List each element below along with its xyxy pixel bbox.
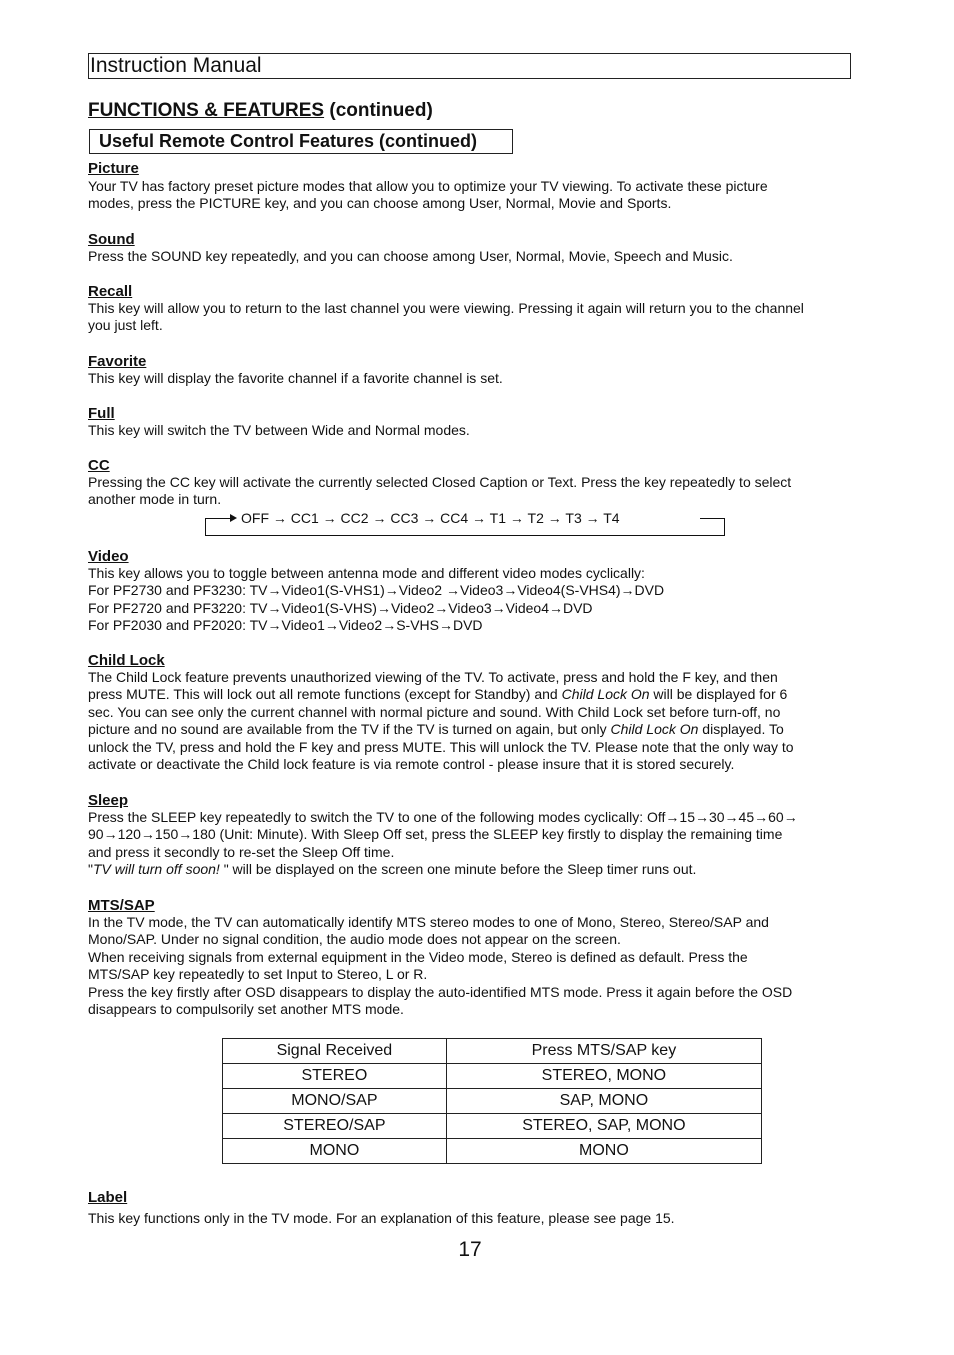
table-row xyxy=(223,1114,762,1139)
subsection-title: Useful Remote Control Features (continued) xyxy=(99,131,478,151)
text-line: Your TV has factory preset picture modes that allow you to optimize your TV viewing. To activate these picture xyxy=(88,178,768,194)
table-cell: STEREO, SAP, MONO xyxy=(446,1114,761,1139)
table-header-cell: Press MTS/SAP key xyxy=(446,1039,761,1064)
subsection-box xyxy=(89,129,513,154)
paragraph-child-lock xyxy=(88,669,853,773)
paragraph-picture xyxy=(88,178,853,213)
table-cell: MONO/SAP xyxy=(223,1089,447,1114)
text-line: This key will allow you to return to the last channel you were viewing. Pressing it again will return you to the channel xyxy=(88,300,804,316)
text-line: This key will switch the TV between Wide and Normal modes. xyxy=(88,422,470,438)
heading-label: Label xyxy=(88,1189,128,1206)
section-title-main: FUNCTIONS & FEATURES xyxy=(88,100,325,121)
text-line: In the TV mode, the TV can automatically identify MTS stereo modes to one of Mono, Stereo, Stereo/SAP and xyxy=(88,914,769,930)
heading-recall: Recall xyxy=(88,283,133,300)
heading-sound: Sound xyxy=(88,231,135,248)
italic-text: Child Lock On xyxy=(561,686,650,703)
text-line: sec. You can see only the current channel with normal picture and sound. With Child Lock set before turn-off, no xyxy=(88,703,781,720)
header-box xyxy=(88,53,851,79)
text-span: displayed. To xyxy=(698,721,784,738)
text-line: 90→120→150→180 (Unit: Minute). With Sleep Off set, press the SLEEP key firstly to display the remaining time xyxy=(88,826,783,843)
italic-text: TV will turn off soon! xyxy=(92,861,220,878)
text-span: picture and no sound are available from the TV if the TV is turned on again, but only xyxy=(88,721,611,738)
arrow-right-icon xyxy=(230,514,237,522)
paragraph-video xyxy=(88,565,853,635)
table-cell: STEREO/SAP xyxy=(223,1114,447,1139)
cc-cycle-text: OFF → CC1 → CC2 → CC3 → CC4 → T1 → T2 → T3 → T4 xyxy=(241,510,620,526)
text-line: Press the SLEEP key repeatedly to switch the TV to one of the following modes cyclically: Off→15→30→45→60→ xyxy=(88,809,798,825)
text-line xyxy=(88,861,853,878)
text-line xyxy=(88,686,853,703)
heading-full: Full xyxy=(88,405,115,422)
section-title-suffix: (continued) xyxy=(324,100,433,121)
text-line: For PF2730 and PF3230: TV→Video1(S-VHS1)→Video2 →Video3→Video4(S-VHS4)→DVD xyxy=(88,582,665,599)
cc-cycle-diagram xyxy=(204,510,724,536)
table-cell: SAP, MONO xyxy=(446,1089,761,1114)
text-line: This key functions only in the TV mode. For an explanation of this feature, please see page 15. xyxy=(88,1210,675,1226)
table-cell: MONO xyxy=(446,1139,761,1164)
text-line: activate or deactivate the Child lock feature is via remote control - please insure that it is stored securely. xyxy=(88,756,735,773)
text-line: Press the SOUND key repeatedly, and you can choose among User, Normal, Movie, Speech and Music. xyxy=(88,248,733,264)
text-line: and press it secondly to re-set the Sleep Off time. xyxy=(88,843,395,860)
paragraph-mts-sap xyxy=(88,914,853,1018)
text-span: will be displayed for 6 xyxy=(649,686,788,703)
header-title: Instruction Manual xyxy=(90,54,262,77)
text-span: press MUTE. This will lock out all remote functions (except for Standby) and xyxy=(88,686,562,703)
table-row xyxy=(223,1089,762,1114)
table-header-row xyxy=(223,1039,762,1064)
table-cell: STEREO, MONO xyxy=(446,1064,761,1089)
text-line: The Child Lock feature prevents unauthorized viewing of the TV. To activate, press and hold the F key, and then xyxy=(88,669,778,685)
text-line: unlock the TV, press and hold the F key and press MUTE. This will unlock the TV. Please note that the only way to xyxy=(88,738,794,755)
cycle-loop-top-right xyxy=(700,518,724,519)
text-line: you just left. xyxy=(88,317,163,334)
mts-sap-table xyxy=(222,1038,762,1164)
text-line: Pressing the CC key will activate the currently selected Closed Caption or Text. Press the key repeatedly to select xyxy=(88,474,792,490)
table-cell: MONO xyxy=(223,1139,447,1164)
text-line: Mono/SAP. Under no signal condition, the audio mode does not appear on the screen. xyxy=(88,931,621,948)
text-line: When receiving signals from external equipment in the Video mode, Stereo is defined as default. Press the xyxy=(88,948,748,965)
italic-text: Child Lock On xyxy=(610,721,699,738)
text-line: disappears to compulsorily set another MTS mode. xyxy=(88,1001,404,1018)
cycle-loop-top-left xyxy=(205,518,231,519)
table-row xyxy=(223,1139,762,1164)
paragraph-full xyxy=(88,422,853,439)
paragraph-cc xyxy=(88,474,853,509)
text-line xyxy=(88,721,853,738)
text-line: MTS/SAP key repeatedly to set Input to Stereo, L or R. xyxy=(88,966,428,983)
paragraph-sound xyxy=(88,248,853,265)
heading-child-lock: Child Lock xyxy=(88,652,165,669)
text-line: Press the key firstly after OSD disappears to display the auto-identified MTS mode. Press it again before the OSD xyxy=(88,983,793,1000)
text-line: For PF2030 and PF2020: TV→Video1→Video2→S-VHS→DVD xyxy=(88,617,483,634)
text-span: " xyxy=(88,861,93,878)
heading-picture: Picture xyxy=(88,160,139,177)
text-line: This key will display the favorite channel if a favorite channel is set. xyxy=(88,370,503,386)
paragraph-sleep xyxy=(88,809,853,879)
page-number: 17 xyxy=(458,1238,482,1261)
text-line: another mode in turn. xyxy=(88,491,222,508)
heading-sleep: Sleep xyxy=(88,792,129,809)
text-line: For PF2720 and PF3220: TV→Video1(S-VHS)→Video2→Video3→Video4→DVD xyxy=(88,599,593,616)
table-row xyxy=(223,1064,762,1089)
heading-mts-sap: MTS/SAP xyxy=(88,897,155,914)
heading-favorite: Favorite xyxy=(88,353,147,370)
heading-video: Video xyxy=(88,548,129,565)
paragraph-favorite xyxy=(88,370,853,387)
paragraph-recall xyxy=(88,300,853,335)
section-title xyxy=(88,99,433,123)
table-header-cell: Signal Received xyxy=(223,1039,447,1064)
table-cell: STEREO xyxy=(223,1064,447,1089)
text-span: " will be displayed on the screen one minute before the Sleep timer runs out. xyxy=(219,861,697,878)
text-line: modes, press the PICTURE key, and you can choose among User, Normal, Movie and Sports. xyxy=(88,195,672,212)
heading-cc: CC xyxy=(88,457,110,474)
text-line: This key allows you to toggle between antenna mode and different video modes cyclically: xyxy=(88,565,645,581)
paragraph-label xyxy=(88,1210,853,1227)
